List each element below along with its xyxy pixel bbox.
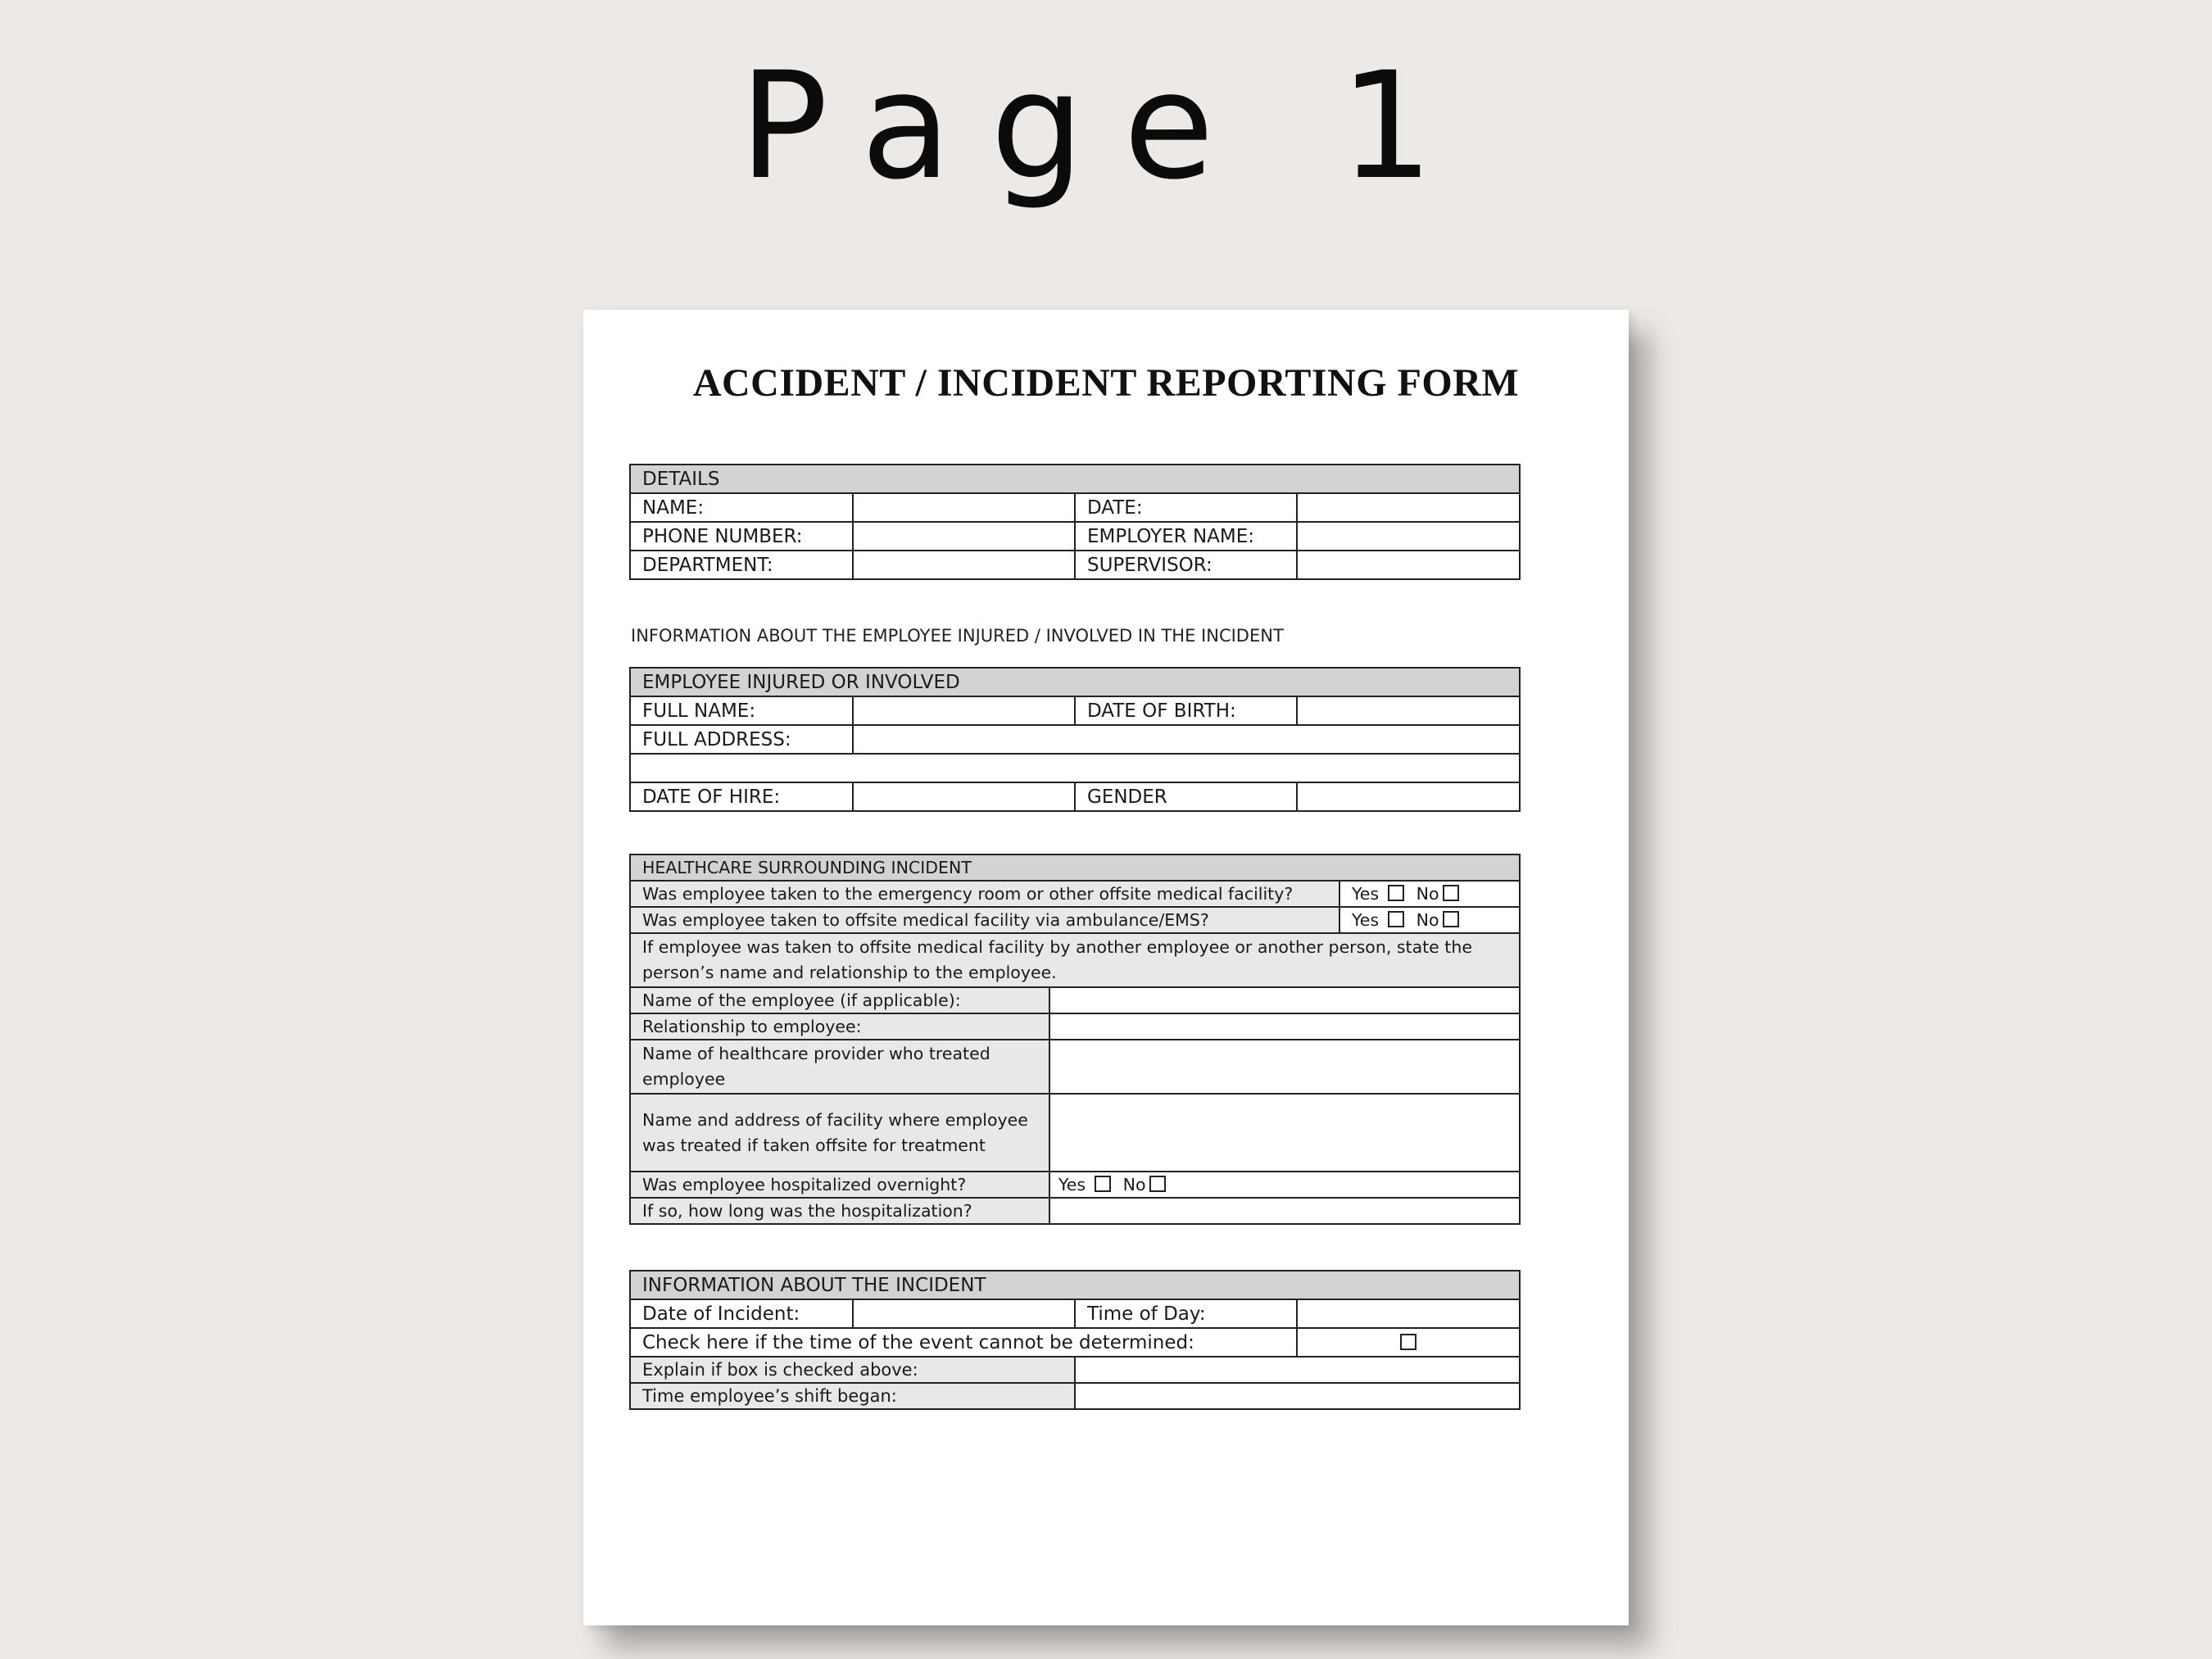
phone-number-label: PHONE NUMBER: <box>630 522 853 551</box>
ambulance-question: Was employee taken to offsite medical facility via ambulance/EMS? <box>630 907 1339 933</box>
how-long-question: If so, how long was the hospitalization? <box>630 1198 1049 1224</box>
overnight-no-checkbox[interactable] <box>1149 1176 1166 1192</box>
undetermined-time-cell <box>1297 1328 1520 1357</box>
explain-label: Explain if box is checked above: <box>630 1357 1075 1383</box>
relationship-question: Relationship to employee: <box>630 1013 1049 1040</box>
form-title: ACCIDENT / INCIDENT REPORTING FORM <box>692 361 1520 405</box>
full-address-label: FULL ADDRESS: <box>630 725 853 754</box>
supervisor-field[interactable] <box>1297 551 1520 579</box>
full-address-field[interactable] <box>853 725 1520 754</box>
ambulance-no-checkbox[interactable] <box>1443 911 1459 927</box>
employee-header: EMPLOYEE INJURED OR INVOLVED <box>630 668 1520 696</box>
supervisor-label: SUPERVISOR: <box>1075 551 1297 579</box>
relationship-field[interactable] <box>1049 1013 1520 1040</box>
facility-question: Name and address of facility where employee was treated if taken offsite for treatment <box>630 1094 1049 1172</box>
incident-header: INFORMATION ABOUT THE INCIDENT <box>630 1271 1520 1299</box>
overnight-question: Was employee hospitalized overnight? <box>630 1172 1049 1198</box>
explain-field[interactable] <box>1075 1357 1520 1383</box>
employer-name-label: EMPLOYER NAME: <box>1075 522 1297 551</box>
full-name-field[interactable] <box>853 696 1075 725</box>
healthcare-header: HEALTHCARE SURROUNDING INCIDENT <box>630 854 1520 881</box>
department-label: DEPARTMENT: <box>630 551 853 579</box>
incident-table <box>629 1270 1521 1410</box>
date-of-birth-label: DATE OF BIRTH: <box>1075 696 1297 725</box>
facility-field[interactable] <box>1049 1094 1520 1172</box>
date-of-birth-field[interactable] <box>1297 696 1520 725</box>
undetermined-time-checkbox[interactable] <box>1400 1334 1416 1350</box>
emergency-room-yes-no: Yes No <box>1339 881 1520 907</box>
shift-began-label: Time employee’s shift began: <box>630 1383 1075 1409</box>
date-of-incident-field[interactable] <box>853 1299 1075 1328</box>
full-address-field-line2[interactable] <box>630 754 1520 782</box>
gender-label: GENDER <box>1075 782 1297 811</box>
employee-info-heading: INFORMATION ABOUT THE EMPLOYEE INJURED / INVOLVED IN THE INCIDENT <box>631 626 1284 646</box>
time-of-day-field[interactable] <box>1297 1299 1520 1328</box>
emergency-yes-checkbox[interactable] <box>1388 885 1404 901</box>
undetermined-time-label: Check here if the time of the event cannot be determined: <box>630 1328 1297 1357</box>
shift-began-field[interactable] <box>1075 1383 1520 1409</box>
emergency-no-checkbox[interactable] <box>1443 885 1459 901</box>
how-long-field[interactable] <box>1049 1198 1520 1224</box>
name-label: NAME: <box>630 493 853 522</box>
healthcare-table <box>629 854 1521 1225</box>
date-label: DATE: <box>1075 493 1297 522</box>
phone-number-field[interactable] <box>853 522 1075 551</box>
employer-name-field[interactable] <box>1297 522 1520 551</box>
overnight-yes-no: Yes No <box>1049 1172 1520 1198</box>
employee-table <box>629 667 1521 812</box>
gender-field[interactable] <box>1297 782 1520 811</box>
date-of-hire-field[interactable] <box>853 782 1075 811</box>
department-field[interactable] <box>853 551 1075 579</box>
other-person-instruction: If employee was taken to offsite medical facility by another employee or another person, state the person’s name and relationship to the employee. <box>630 933 1520 987</box>
details-header: DETAILS <box>630 465 1520 493</box>
provider-field[interactable] <box>1049 1040 1520 1094</box>
date-of-hire-label: DATE OF HIRE: <box>630 782 853 811</box>
ambulance-yes-no: Yes No <box>1339 907 1520 933</box>
time-of-day-label: Time of Day: <box>1075 1299 1297 1328</box>
full-name-label: FULL NAME: <box>630 696 853 725</box>
details-table <box>629 464 1521 580</box>
ambulance-yes-checkbox[interactable] <box>1388 911 1404 927</box>
employee-name-question: Name of the employee (if applicable): <box>630 987 1049 1013</box>
date-of-incident-label: Date of Incident: <box>630 1299 853 1328</box>
provider-question: Name of healthcare provider who treated employee <box>630 1040 1049 1094</box>
page-label: Page 1 <box>739 41 1473 212</box>
form-sheet <box>583 310 1629 1625</box>
name-field[interactable] <box>853 493 1075 522</box>
emergency-room-question: Was employee taken to the emergency room or other offsite medical facility? <box>630 881 1339 907</box>
overnight-yes-checkbox[interactable] <box>1095 1176 1111 1192</box>
employee-name-field[interactable] <box>1049 987 1520 1013</box>
date-field[interactable] <box>1297 493 1520 522</box>
